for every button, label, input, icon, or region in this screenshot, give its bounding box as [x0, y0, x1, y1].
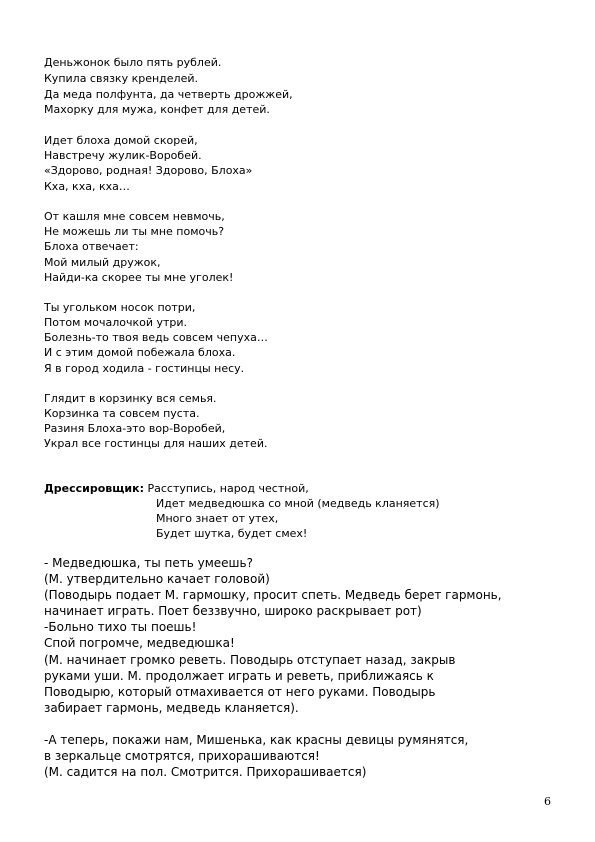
poem-line: Болезнь-то твоя ведь совсем чепуха…	[44, 331, 268, 344]
poem-line: Потом мочалочкой утри.	[44, 316, 188, 329]
poem-line: Да меда полфунта, да четверть дрожжей,	[44, 88, 293, 101]
trainer-first-line	[44, 482, 309, 496]
stage-direction: руками уши. М. продолжает играть и реветь, приближаясь к	[44, 669, 434, 683]
poem-line: Навстречу жулик-Воробей.	[44, 149, 202, 162]
poem-line: Кха, кха, кха…	[44, 180, 130, 193]
trainer-line: Идет медведюшка со мной (медведь кланяется)	[156, 497, 440, 510]
stage-direction: забирает гармонь, медведь кланяется).	[44, 701, 299, 715]
dialogue-line: Спой погромче, медведюшка!	[44, 636, 235, 650]
poem-line: Не можешь ли ты мне помочь?	[44, 225, 225, 238]
poem-line: Глядит в корзинку вся семья.	[44, 392, 217, 405]
poem-line: «Здорово, родная! Здорово, Блоха»	[44, 164, 253, 177]
dialogue-line: -А теперь, покажи нам, Мишенька, как красны девицы румянятся,	[44, 733, 469, 747]
speaker-label: Дрессировщик:	[44, 482, 145, 495]
stage-direction: (Поводырь подает М. гармошку, просит спеть. Медведь берет гармонь,	[44, 588, 502, 602]
poem-line: Найди-ка скорее ты мне уголек!	[44, 271, 234, 284]
stage-direction: начинает играть. Поет беззвучно, широко раскрывает рот)	[44, 604, 422, 618]
poem-line: Украл все гостинцы для наших детей.	[44, 437, 268, 450]
poem-line: Корзинка та совсем пуста.	[44, 407, 200, 420]
page-number: 6	[544, 795, 551, 808]
poem-line: Деньжонок было пять рублей.	[44, 56, 222, 69]
stage-direction: Поводырю, который отмахивается от него руками. Поводырь	[44, 685, 436, 699]
poem-line: От кашля мне совсем невмочь,	[44, 210, 225, 223]
stage-direction: (М. садится на пол. Смотрится. Прихорашивается)	[44, 765, 367, 779]
dialogue-line: - Медведюшка, ты петь умеешь?	[44, 556, 253, 570]
stage-direction: (М. утвердительно качает головой)	[44, 572, 270, 586]
poem-line: Идет блоха домой скорей,	[44, 134, 198, 147]
dialogue-line: -Больно тихо ты поешь!	[44, 620, 197, 634]
poem-line: Мой милый дружок,	[44, 256, 161, 269]
poem-line: Махорку для мужа, конфет для детей.	[44, 103, 270, 116]
poem-line: Разиня Блоха-это вор-Воробей,	[44, 422, 226, 435]
stage-direction: (М. начинает громко реветь. Поводырь отступает назад, закрыв	[44, 653, 456, 667]
trainer-line: Будет шутка, будет смех!	[156, 527, 308, 540]
trainer-line: Много знает от утех,	[156, 512, 279, 525]
poem-line: Я в город ходила - гостинцы несу.	[44, 362, 245, 375]
trainer-line: Расступись, народ честной,	[144, 482, 309, 495]
poem-line: Купила связку кренделей.	[44, 72, 198, 85]
poem-line: И с этим домой побежала блоха.	[44, 346, 236, 359]
poem-line: Блоха отвечает:	[44, 240, 139, 253]
poem-line: Ты угольком носок потри,	[44, 301, 196, 314]
dialogue-line: в зеркальце смотрятся, прихорашиваются!	[44, 749, 320, 763]
